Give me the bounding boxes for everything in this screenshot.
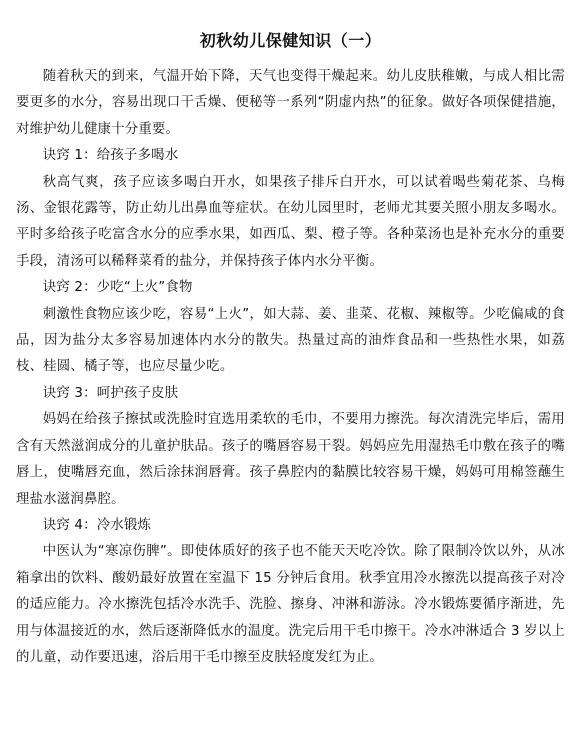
section-3-heading: 诀窍 3：呵护孩子皮肤: [42, 385, 179, 401]
section-2-heading: 诀窍 2：少吃“上火”食物: [42, 280, 193, 296]
section-1-heading: 诀窍 1：给孩子多喝水: [42, 148, 179, 164]
section-3-body: 妈妈在给孩子擦拭或洗脸时宜选用柔软的毛巾，不要用力擦洗。每次清洗完毕后，需用含有天然滋润成分的儿童护肤品。孩子的嘴唇容易干裂。妈妈应先用湿热毛巾敷在孩子的嘴唇上，使嘴唇充血，然后涂抹润唇膏。孩子鼻腔内的黏膜比较容易干燥，妈妈可用棉签蘸生理盐水滋润鼻腔。: [16, 412, 565, 507]
section-4-body: 中医认为“寒凉伤脾”。即使体质好的孩子也不能天天吃冷饮。除了限制冷饮以外，从冰箱拿出的饮料、酸奶最好放置在室温下 15 分钟后食用。秋季宜用冷水擦洗以提高孩子对冷的适应能力。冷水擦洗包括冷水洗手、洗脸、擦身、冲淋和游泳。冷水锻炼要循序渐进，先用与体温接近的水，然后逐渐降低水的温度。洗完后用干毛巾擦干。冷水冲淋适合 3 岁以上的儿童，动作要迅速，浴后用干毛巾擦至皮肤轻度发红为止。: [16, 544, 565, 665]
intro-paragraph: 随着秋天的到来，气温开始下降，天气也变得干燥起来。幼儿皮肤稚嫩，与成人相比需要更多的水分，容易出现口干舌燥、便秘等一系列“阴虚内热”的征象。做好各项保健措施，对维护幼儿健康十分重要。: [16, 69, 565, 137]
section-4-heading: 诀窍 4：冷水锻炼: [42, 517, 152, 533]
section-1-body: 秋高气爽，孩子应该多喝白开水，如果孩子排斥白开水，可以试着喝些菊花茶、乌梅汤、金银花露等，防止幼儿出鼻血等症状。在幼儿园里时，老师尤其要关照小朋友多喝水。平时多给孩子吃富含水分的应季水果，如西瓜、梨、橙子等。各种菜汤也是补充水分的重要手段，清汤可以稀释菜肴的盐分，并保持孩子体内水分平衡。: [16, 174, 565, 269]
document-title: 初秋幼儿保健知识（一）: [199, 31, 382, 50]
section-2-body: 刺激性食物应该少吃，容易“上火”，如大蒜、姜、韭菜、花椒、辣椒等。少吃偏咸的食品，因为盐分太多容易加速体内水分的散失。热量过高的油炸食品和一些热性水果，如荔枝、桂圆、橘子等，也应尽量少吃。: [16, 306, 565, 375]
